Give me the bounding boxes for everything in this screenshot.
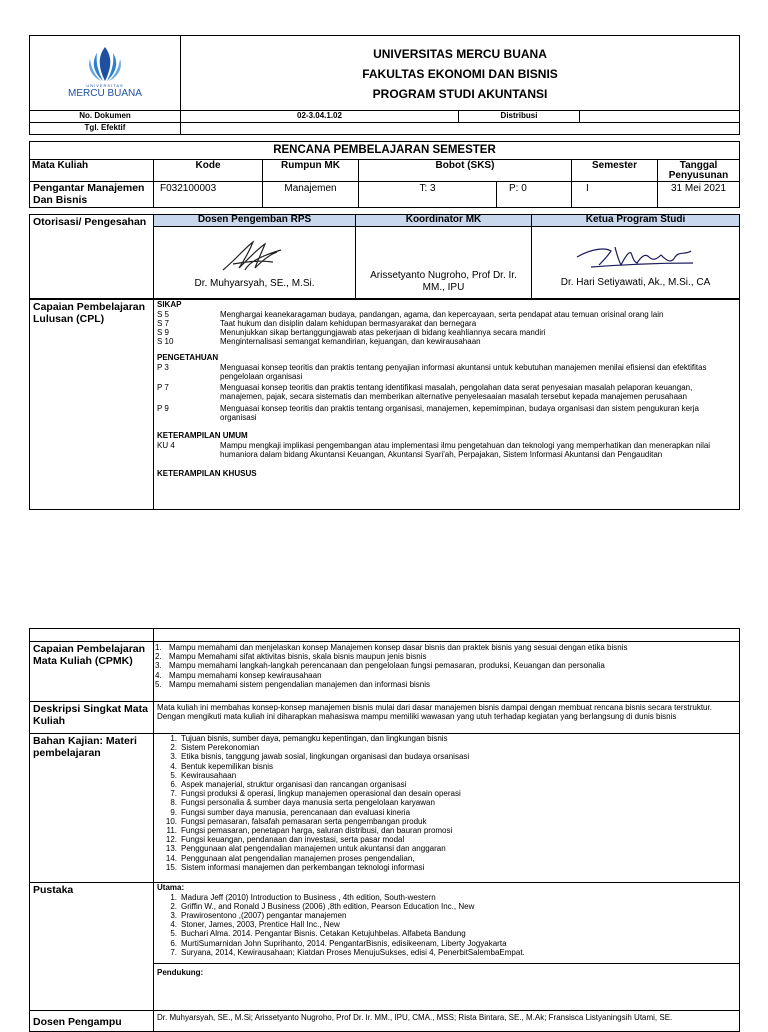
list-item: 12. Fungsi keuangan, pendanaan dan investasi, serta pasar modal bbox=[165, 835, 405, 845]
list-item: 15. Sistem informasi manajemen dan perkembangan teknologi informasi bbox=[165, 862, 425, 872]
course-table bbox=[29, 141, 740, 208]
list-item: S 5 Menghargai keanekaragaman budaya, pandangan, agama, dan kepercayaan, serta pendapat atau temuan orisinal orang lain bbox=[157, 309, 664, 319]
deskripsi-text: Mata kuliah ini membahas konsep-konsep manajemen bisnis mulai dari dasar manajemen bisnis dampai dengan membuat rencana bisnis secara terstruktur. Dengan mengikuti mata kuliah ini diharapkan mahasiswa mampu memiliki wawasan yang utuh terhadap kegiatan yang berlangsung di dunis bisnis bbox=[154, 702, 740, 734]
cpl-label: Capaian Pembelajaran Lulusan (CPL) bbox=[30, 300, 154, 510]
list-item: 14. Penggunaan alat pengendalian manajemen proses pengendalian, bbox=[165, 853, 415, 863]
list-item: 3. Mampu memahami langkah-langkah perencanaan dan pengelolaan fungsi pemasaran, produksi, Keuangan dan personalia bbox=[155, 661, 605, 671]
course-sks-t: T: 3 bbox=[359, 182, 497, 208]
cpmk-label: Capaian Pembelajaran Mata Kuliah (CPMK) bbox=[30, 642, 154, 702]
head-sign-cell bbox=[532, 227, 740, 299]
pendukung-title: Pendukung: bbox=[157, 967, 204, 977]
pendukung-section bbox=[154, 963, 739, 978]
program-name: PROGRAM STUDI AKUNTANSI bbox=[372, 87, 548, 101]
list-item: 2. Griffin W., and Ronald J Business (2006) ,8th edition, Pearson Education Inc., New bbox=[170, 901, 475, 911]
list-item: 7. Suryana, 2014, Kewirausahaan; Kiatdan Proses MenujuSukses, edisi 4, PenerbitSalembaEmpat. bbox=[170, 947, 525, 957]
list-item: 1. Madura Jeff (2010) Introduction to Business , 4th edition, South-western bbox=[170, 892, 436, 902]
list-item: 2. Sistem Perekonomian bbox=[170, 743, 260, 753]
dosen-label: Dosen Pengampu bbox=[30, 1011, 154, 1032]
dev-signature bbox=[215, 238, 295, 274]
list-item: S 7 Taat hukum dan disiplin dalam kehidupan bermasyarakat dan bernegara bbox=[157, 318, 477, 328]
list-item: 5. Mampu memahami sistem pengendalian manajemen dan informasi bisnis bbox=[155, 679, 431, 689]
pengetahuan-title: PENGETAHUAN bbox=[157, 353, 219, 363]
col-sks: Bobot (SKS) bbox=[359, 160, 572, 182]
rps-header-table bbox=[29, 35, 740, 135]
head-name: Dr. Hari Setiyawati, Ak., M.Si., CA bbox=[560, 277, 711, 288]
list-item: 4. Stoner, James, 2003, Prentice Hall Inc., New bbox=[170, 920, 340, 930]
coord-sign-cell bbox=[356, 227, 532, 299]
kk-title: KETERAMPILAN KHUSUS bbox=[157, 468, 257, 478]
list-item: 4. Bentuk kepemilikan bisnis bbox=[170, 761, 274, 771]
list-item: P 3 Menguasai konsep teoritis dan praktis tentang penyajian informasi akuntansi untuk kebutuhan manajemen menilai efisiensi dan efektifitas pengelolaan organisasi bbox=[157, 362, 707, 382]
university-name: UNIVERSITAS MERCU BUANA bbox=[373, 47, 547, 61]
list-item: 6. MurtiSumarnidan John Suprihanto, 2014. PengantarBisnis, edisikeenam, Liberty Jogyakarta bbox=[170, 938, 507, 948]
list-item: 13. Penggunaan alat pengendalian manajemen untuk akuntansi dan anggaran bbox=[165, 844, 446, 854]
course-group: Manajemen bbox=[263, 182, 359, 208]
distribution-value bbox=[580, 111, 740, 123]
coord-name: Arissetyanto Nugroho, Prof Dr. Ir. MM., IPU bbox=[370, 270, 517, 293]
list-item: 3. Prawirosentono ,(2007) pengantar manajemen bbox=[170, 910, 347, 920]
list-item: 7. Fungsi produksi & operasi, lingkup manajemen operasional dan desain operasi bbox=[170, 789, 461, 799]
distribution-label: Distribusi bbox=[459, 111, 580, 123]
cpl-table bbox=[29, 299, 740, 510]
pengetahuan-list bbox=[157, 363, 736, 422]
course-name: Pengantar Manajemen Dan Bisnis bbox=[30, 182, 154, 208]
list-item: 9. Fungsi sumber daya manusia, perencanaan dan evaluasi kineria bbox=[170, 807, 411, 817]
effective-value bbox=[181, 123, 740, 135]
institution-cell bbox=[181, 36, 740, 111]
doc-no-label: No. Dokumen bbox=[30, 111, 181, 123]
list-item: 1. Mampu memahami dan menjelaskan konsep Manajemen konsep dasar bisnis dan praktek bisnis yang sesuai dengan etika bisnis bbox=[155, 643, 628, 652]
list-item: 4. Mampu memahami konsep kewirausahaan bbox=[155, 670, 322, 680]
rps-page-1 bbox=[29, 35, 739, 510]
list-item: S 9 Menunjukkan sikap bertanggungjawab atas pekerjaan di bidang keahliannya secara mandiri bbox=[157, 327, 546, 337]
list-item: P 9 Menguasai konsep teoritis dan praktis tentang organisasi, manajemen, kepemimpinan, budaya organisasi dan sistem pengukuran kerja organisasi bbox=[157, 403, 699, 422]
rps-detail-table bbox=[29, 628, 740, 1032]
list-item: P 7 Menguasai konsep teoritis dan praktis tentang identifikasi masalah, pengolahan data serat penyesaian masalah pelaporan keuangan, manajemen, pajak, secara sistematis dan memberikan alternative penyelesaaian masalah tersebut kepada manajemen perusahaan bbox=[157, 383, 693, 402]
course-date: 31 Mei 2021 bbox=[658, 182, 740, 208]
list-item: KU 4 Mampu mengkaji implikasi pengembangan atau implementasi ilmu pengetahuan dan teknologi yang memperhatikan dan menerapkan nilai humaniora dalam bidang Akuntansi Keuangan, Akuntansi Syari'ah, Perpajakan, Sistem Informasi Akuntansi dan Pengauditan bbox=[157, 440, 711, 459]
dev-label: Dosen Pengemban RPS bbox=[154, 215, 356, 227]
list-item: 10. Fungsi pemasaran, falsafah pemasaran serta pengembangan produk bbox=[165, 816, 427, 826]
blank-cell-right bbox=[154, 629, 740, 642]
cpmk-content bbox=[154, 642, 740, 702]
list-item: 2. Mampu Memahami sifat aktivitas bisnis, skala bisnis maupun jenis bisnis bbox=[155, 652, 427, 662]
list-item: 1. Tujuan bisnis, sumber daya, pemangku kepentingan, dan lingkungan bisnis bbox=[170, 734, 448, 743]
pustaka-content bbox=[154, 883, 740, 1011]
col-group: Rumpun MK bbox=[263, 160, 359, 182]
list-item: 3. Etika bisnis, tanggung jawab sosial, lingkungan organisasi dan budaya orsanisasi bbox=[170, 752, 470, 762]
rps-page-2 bbox=[29, 628, 739, 1032]
list-item: 11. Fungsi pemasaran, penetapan harga, saluran distribusi, dan bauran promosi bbox=[166, 826, 453, 836]
course-semester: I bbox=[572, 182, 658, 208]
list-item: 6. Aspek manajerial, struktur organisasi dan rancangan organisasi bbox=[170, 780, 407, 790]
faculty-name: FAKULTAS EKONOMI DAN BISNIS bbox=[362, 67, 558, 81]
authorization-label: Otorisasi/ Pengesahan bbox=[30, 215, 154, 299]
ku-title: KETERAMPILAN UMUM bbox=[157, 431, 248, 441]
cpl-content bbox=[154, 300, 740, 510]
ku-list bbox=[157, 441, 736, 459]
utama-title: Utama: bbox=[157, 883, 185, 892]
course-code: F032100003 bbox=[154, 182, 263, 208]
logo-title: MERCU BUANA bbox=[68, 88, 142, 99]
col-date: Tanggal Penyusunan bbox=[658, 160, 740, 182]
list-item: 5. Kewirausahaan bbox=[170, 770, 237, 780]
head-label: Ketua Program Studi bbox=[532, 215, 740, 227]
list-item: 8. Fungsi personalia & sumber daya manusia serta pengelolaan karyawan bbox=[170, 798, 435, 808]
rps-title: RENCANA PEMBELAJARAN SEMESTER bbox=[30, 142, 740, 160]
course-sks-p: P: 0 bbox=[497, 182, 572, 208]
bahan-content bbox=[154, 734, 740, 883]
col-semester: Semester bbox=[572, 160, 658, 182]
logo-subtitle: UNIVERSITAS bbox=[86, 83, 124, 88]
blank-cell-left bbox=[30, 629, 154, 642]
list-item: 5. Buchari Alma. 2014. Pengantar Bisnis. Cetakan Ketujuhbelas. Alfabeta Bandung bbox=[170, 929, 466, 939]
university-logo bbox=[33, 47, 177, 99]
list-item: S 10 Menginternalisasi semangat kemandirian, kejuangan, dan kewirausahaan bbox=[157, 337, 481, 347]
sikap-list bbox=[157, 310, 736, 347]
col-code: Kode bbox=[154, 160, 263, 182]
authorization-table bbox=[29, 214, 740, 299]
doc-no-value: 02-3.04.1.02 bbox=[181, 111, 459, 123]
dev-name: Dr. Muhyarsyah, SE., M.Si. bbox=[194, 278, 315, 289]
sikap-title: SIKAP bbox=[157, 300, 182, 309]
dev-sign-cell bbox=[154, 227, 356, 299]
logo-mark-icon bbox=[85, 47, 125, 83]
col-course-name: Mata Kuliah bbox=[30, 160, 154, 182]
bahan-label: Bahan Kajian: Materi pembelajaran bbox=[30, 734, 154, 883]
deskripsi-label: Deskripsi Singkat Mata Kuliah bbox=[30, 702, 154, 734]
effective-label: Tgl. Efektif bbox=[30, 123, 181, 135]
head-signature bbox=[571, 241, 701, 271]
dosen-text: Dr. Muhyarsyah, SE., M.Si; Arissetyanto Nugroho, Prof Dr. Ir. MM., IPU, CMA., MSS; Rista Bintara, SE., M.Ak; Fransisca Listyaningsih Utami, SE. bbox=[154, 1011, 740, 1032]
coord-label: Koordinator MK bbox=[356, 215, 532, 227]
pustaka-label: Pustaka bbox=[30, 883, 154, 1011]
logo-cell bbox=[30, 36, 181, 111]
